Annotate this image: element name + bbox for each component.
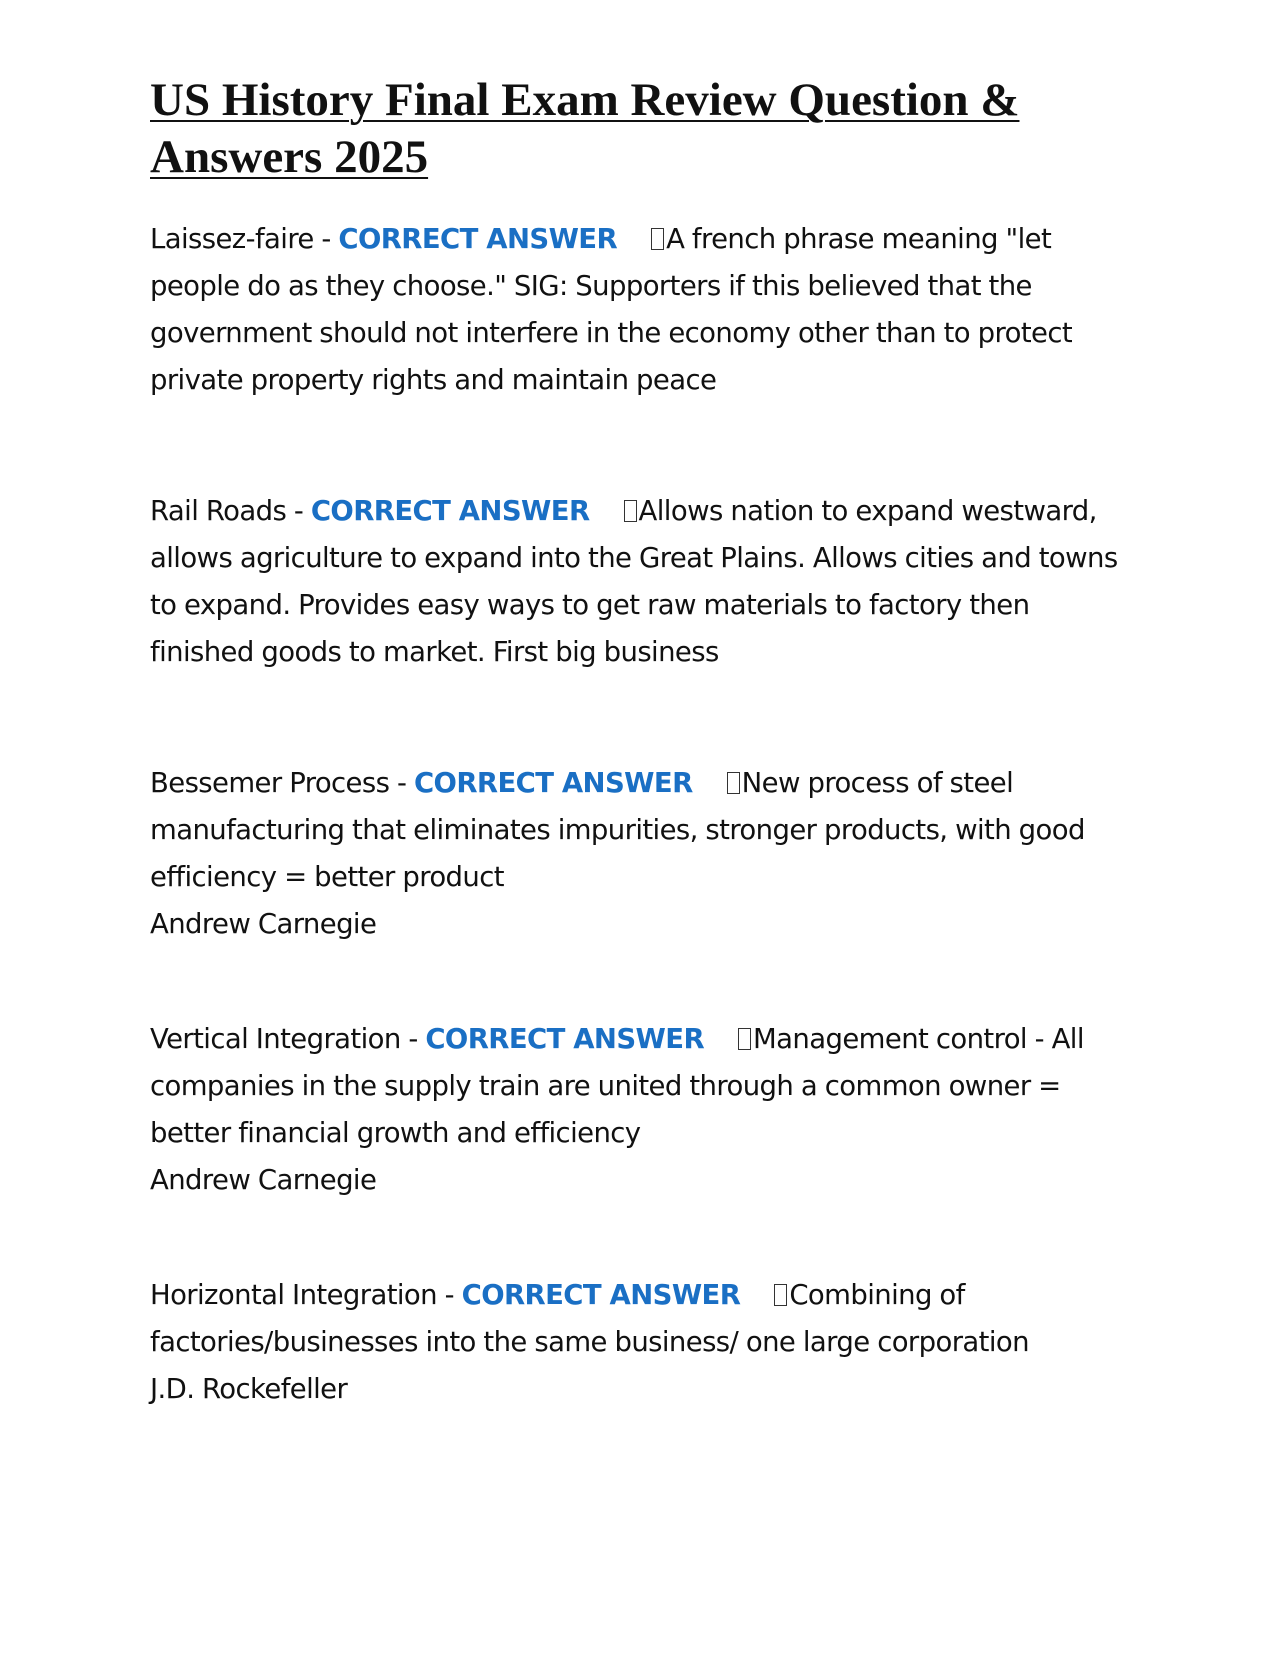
qa-entry-bessemer-process: [150, 760, 1130, 948]
separator: -: [286, 495, 311, 527]
missing-glyph-icon: [624, 500, 637, 522]
related-person: Andrew Carnegie: [150, 1164, 377, 1196]
definition: New process of steel manufacturing that eliminates impurities, stronger products, with good efficiency = better product: [150, 767, 1085, 893]
term: Rail Roads: [150, 495, 287, 527]
qa-paragraph: [150, 760, 1130, 901]
term: Bessemer Process: [150, 767, 390, 799]
qa-entry-vertical-integration: [150, 1016, 1130, 1204]
separator: -: [313, 223, 339, 255]
document-page: [150, 72, 1130, 1481]
definition: Management control - All companies in the supply train are united through a common owner = better financial growth and efficiency: [150, 1023, 1084, 1149]
correct-answer-label: CORRECT ANSWER: [461, 1279, 741, 1311]
definition: Combining of factories/businesses into the same business/ one large corporation: [150, 1279, 1029, 1358]
correct-answer-label: CORRECT ANSWER: [310, 495, 590, 527]
qa-paragraph: [150, 216, 1130, 404]
definition: A french phrase meaning "let people do as they choose." SIG: Supporters if this believed that the government should not interfere in the economy other than to protect private property rights and maintain peace: [150, 223, 1073, 396]
missing-glyph-icon: [727, 772, 740, 794]
correct-answer-label: CORRECT ANSWER: [338, 223, 618, 255]
correct-answer-label: CORRECT ANSWER: [425, 1023, 705, 1055]
term: Horizontal Integration: [150, 1279, 437, 1311]
separator: -: [389, 767, 414, 799]
related-person: J.D. Rockefeller: [150, 1373, 348, 1405]
definition: Allows nation to expand westward, allows agriculture to expand into the Great Plains. Allows cities and towns to expand. Provides easy ways to get raw materials to factory then finished goods to market. First big business: [150, 495, 1118, 668]
qa-entry-horizontal-integration: [150, 1272, 1130, 1413]
title-line-2: Answers 2025: [150, 131, 429, 183]
separator: -: [400, 1023, 426, 1055]
page-title: [150, 72, 1130, 186]
qa-paragraph: [150, 488, 1130, 676]
qa-entry-laissez-faire: [150, 216, 1130, 404]
qa-entry-rail-roads: [150, 488, 1130, 676]
separator: -: [437, 1279, 462, 1311]
term: Laissez-faire: [150, 223, 314, 255]
term: Vertical Integration: [150, 1023, 401, 1055]
qa-paragraph: [150, 1272, 1130, 1366]
missing-glyph-icon: [738, 1028, 751, 1050]
missing-glyph-icon: [774, 1284, 787, 1306]
missing-glyph-icon: [651, 228, 664, 250]
qa-paragraph: [150, 1016, 1130, 1157]
qa-list: [150, 216, 1130, 1413]
related-person: Andrew Carnegie: [150, 908, 377, 940]
correct-answer-label: CORRECT ANSWER: [413, 767, 693, 799]
title-line-1: US History Final Exam Review Question &: [150, 74, 1020, 126]
